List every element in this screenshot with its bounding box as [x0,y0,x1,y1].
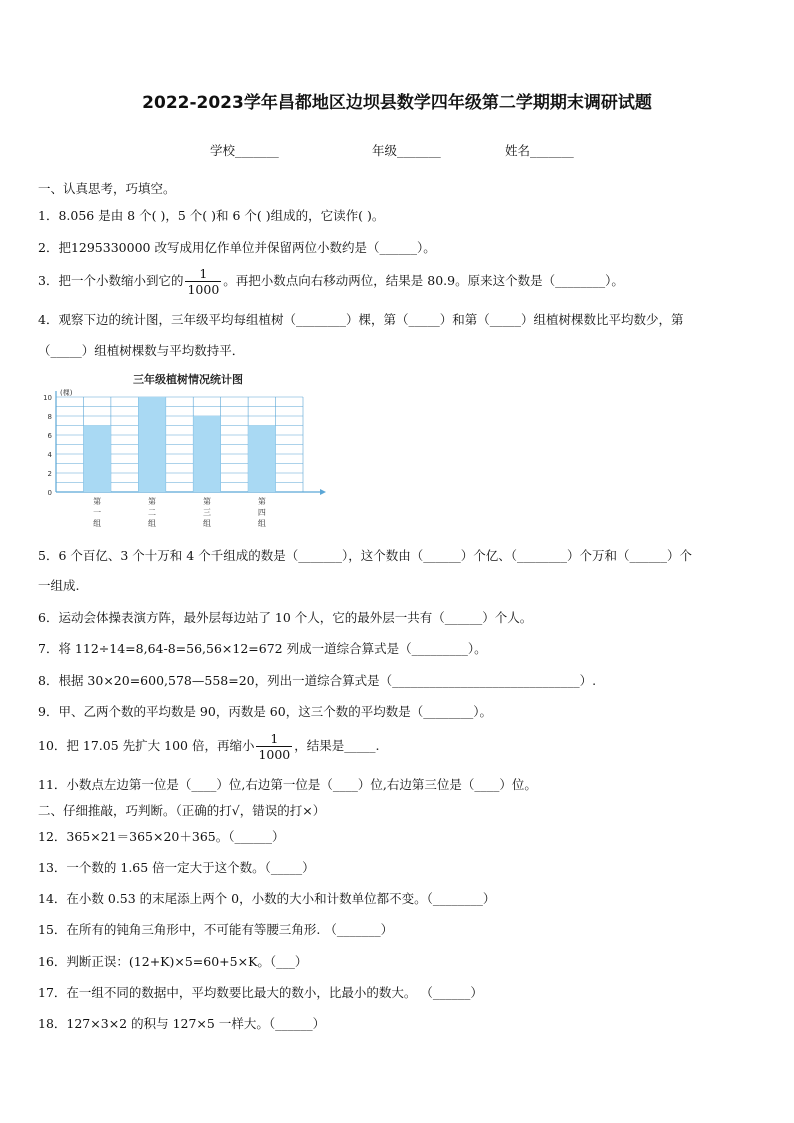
x-tick-char: 二 [148,508,157,517]
bar-4 [248,426,275,493]
question-11: 11．小数点左边第一位是（____）位,右边第一位是（____）位,右边第三位是（____）位。 [38,777,537,792]
question-10 [38,731,380,762]
question-9: 9．甲、乙两个数的平均数是 90，丙数是 60，这三个数的平均数是（________）。 [38,704,492,719]
question-2: 2．把1295330000 改写成用亿作单位并保留两位小数约是（______）。 [38,240,436,255]
school-label: 学校 [210,143,236,158]
question-1: 1．8.056 是由 8 个( )，5 个( )和 6 个( )组成的，它读作( )。 [38,208,385,223]
x-tick-char: 三 [202,508,211,517]
question-4-line-2: （_____）组植树棵数与平均数持平． [38,343,245,358]
name-blank: _______ [530,143,574,158]
name-label: 姓名 [505,143,531,158]
question-13: 13．一个数的 1.65 倍一定大于这个数。（_____） [38,860,315,875]
tree-planting-bar-chart [38,368,328,533]
x-tick-label [203,496,211,528]
fraction-denominator: 1000 [258,747,291,762]
x-tick-char: 组 [202,519,211,528]
x-tick-char: 组 [257,519,266,528]
school-blank: _______ [235,143,279,158]
x-tick-char: 四 [257,508,266,517]
section-2-heading: 二、仔细推敲，巧判断。（正确的打√，错误的打×） [38,803,326,818]
grade-label: 年级 [372,143,398,158]
bar-1 [83,426,110,493]
question-5-line-2: 一组成. [38,578,80,593]
question-8: 8．根据 30×20=600,578—558=20，列出一道综合算式是（______________________________）. [38,673,597,688]
question-3-text-after: 。再把小数点向右移动两位，结果是 80.9。原来这个数是（________）。 [223,273,624,288]
question-5-line-1: 5．6 个百亿、3 个十万和 4 个千组成的数是（_______），这个数由（______）个亿、（________）个万和（______）个 [38,548,692,563]
bar-3 [193,416,220,492]
chart-title: 三年级植树情况统计图 [133,373,243,386]
x-tick-char: 第 [148,497,157,506]
question-4-line-1: 4．观察下边的统计图，三年级平均每组植树（________）棵，第（_____）和第（_____）组植树棵数比平均数少，第 [38,312,684,327]
grade-blank: _______ [397,143,441,158]
school-field [210,141,279,159]
x-tick-char: 一 [93,508,102,517]
x-tick-char: 组 [93,519,102,528]
question-15: 15．在所有的钝角三角形中，不可能有等腰三角形. （_______） [38,922,394,937]
question-12: 12．365×21＝365×20＋365。（______） [38,829,285,844]
section-1-heading: 一、认真思考，巧填空。 [38,181,176,196]
question-7: 7．将 112÷14=8,64-8=56,56×12=672 列成一道综合算式是（_________）。 [38,641,487,656]
question-3 [38,266,624,297]
fraction-denominator: 1000 [187,282,220,297]
question-18: 18．127×3×2 的积与 127×5 一样大。（______） [38,1016,326,1031]
question-10-text-before: 10．把 17.05 先扩大 100 倍，再缩小 [38,738,255,753]
x-tick-char: 组 [148,519,157,528]
x-axis-arrow [320,489,326,495]
question-3-text-before: 3．把一个小数缩小到它的 [38,273,184,288]
x-tick-char: 第 [93,497,102,506]
x-tick-label [148,496,156,528]
x-tick-label [258,496,266,528]
question-17: 17．在一组不同的数据中，平均数要比最大的数小，比最小的数大。 （______） [38,985,483,1000]
y-tick-label: 0 [47,489,52,497]
question-10-text-after: ，结果是_____. [294,738,380,753]
question-16: 16．判断正误：(12+K)×5=60+5×K。（___） [38,954,308,969]
fraction [185,266,221,297]
bar-2 [138,397,165,492]
grade-field [372,141,441,159]
y-tick-label: 6 [47,432,52,440]
y-tick-label: 10 [43,394,52,402]
fraction [256,731,292,762]
y-tick-label: 8 [47,413,52,421]
y-tick-label: 4 [47,451,52,459]
fraction-numerator: 1 [256,731,292,747]
question-6: 6．运动会体操表演方阵，最外层每边站了 10 个人，它的最外层一共有（______）个人。 [38,610,533,625]
fraction-numerator: 1 [185,266,221,282]
chart-y-unit: (棵) [60,389,73,397]
question-14: 14．在小数 0.53 的末尾添上两个 0，小数的大小和计数单位都不变。（________） [38,891,496,906]
x-tick-char: 第 [202,497,211,506]
page-title: 2022-2023学年昌都地区边坝县数学四年级第二学期期末调研试题 [142,93,652,113]
name-field [505,141,574,159]
y-tick-label: 2 [47,470,52,478]
x-tick-label [93,496,101,528]
x-tick-char: 第 [257,497,266,506]
